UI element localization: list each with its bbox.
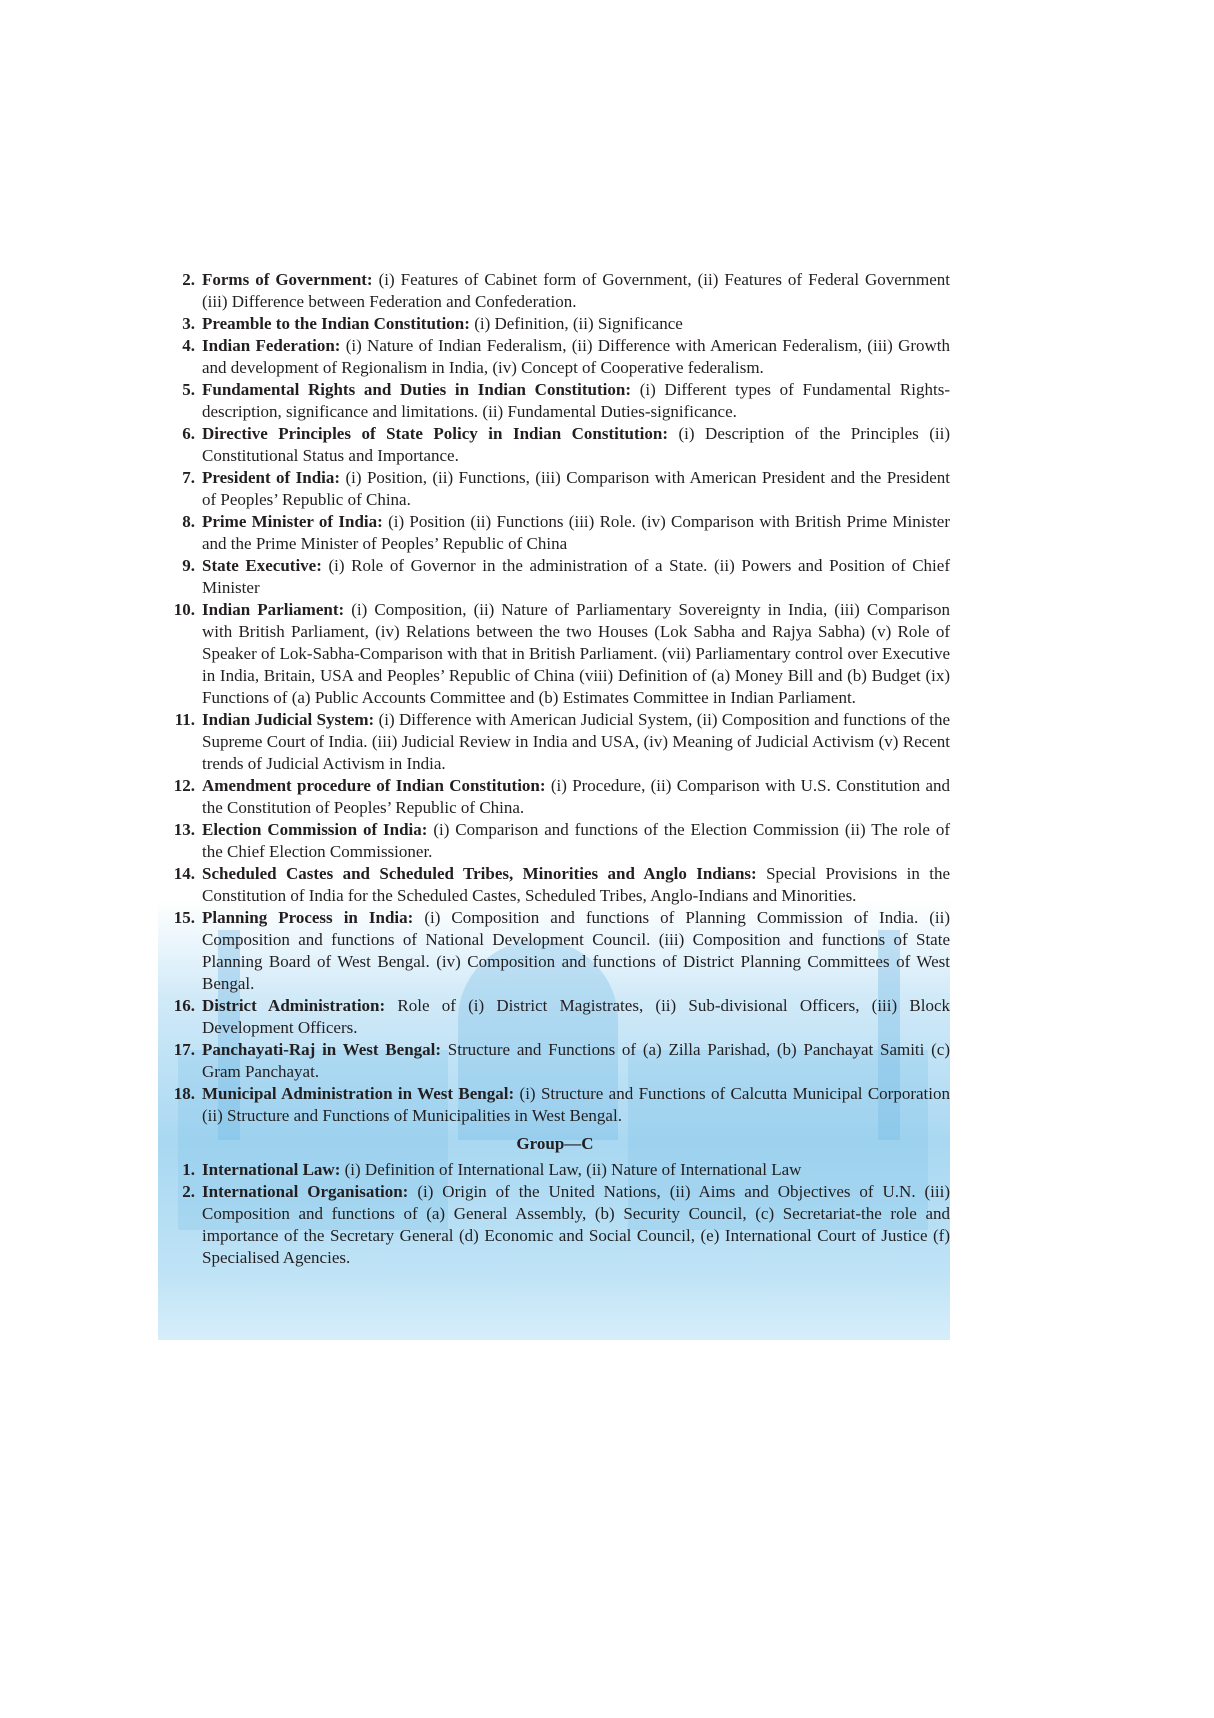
syllabus-item [160,379,950,423]
item-description: (i) Structure and Functions of Calcutta Municipal Corporation (ii) Structure and Functions of Municipalities in West Bengal. [202,1084,950,1125]
syllabus-item [160,555,950,599]
item-description: (i) Procedure, (ii) Comparison with U.S. Constitution and the Constitution of Peoples’ Republic of China. [202,776,951,817]
syllabus-item [160,819,950,863]
item-title: State Executive: [202,556,322,575]
item-number: 18. [173,1084,195,1103]
item-description: (i) Features of Cabinet form of Government, (ii) Features of Federal Government (iii) Difference between Federation and Confederation. [202,270,951,311]
item-description: (i) Origin of the United Nations, (ii) Aims and Objectives of U.N. (iii) Composition and functions of (a) General Assembly, (b) Security Council, (c) Secretariat-the role and importance of the Secretary General (d) Economic and Social Council, (e) International Court of Justice (f) Specialised Agencies. [202,1182,951,1267]
item-number: 6. [182,424,195,443]
item-text [202,555,950,599]
syllabus-item [160,1039,950,1083]
item-number: 1. [182,1160,195,1179]
item-title: Directive Principles of State Policy in Indian Constitution: [202,424,668,443]
item-description: (i) Comparison and functions of the Election Commission (ii) The role of the Chief Election Commissioner. [202,820,950,861]
item-text [202,1181,950,1269]
item-text [202,907,950,995]
item-number: 12. [173,776,195,795]
syllabus-item [160,863,950,907]
item-title: President of India: [202,468,341,487]
item-title: Planning Process in India: [202,908,414,927]
item-title: International Law: [202,1160,341,1179]
item-description: (i) Role of Governor in the administration of a State. (ii) Powers and Position of Chief Minister [202,556,950,597]
item-description: Structure and Functions of (a) Zilla Parishad, (b) Panchayat Samiti (c) Gram Panchayat. [202,1040,950,1081]
item-number: 2. [182,1182,195,1201]
item-number: 16. [173,996,195,1015]
item-description: (i) Difference with American Judicial System, (ii) Composition and functions of the Supreme Court of India. (iii) Judicial Review in India and USA, (iv) Meaning of Judicial Activism (v) Recent trends of Judicial Activism in India. [202,710,950,773]
item-description: (i) Definition, (ii) Significance [474,314,683,333]
item-title: International Organisation: [202,1182,409,1201]
syllabus-item [160,1181,950,1269]
item-title: Panchayati-Raj in West Bengal: [202,1040,442,1059]
item-description: (i) Different types of Fundamental Rights-description, significance and limitations. (ii) Fundamental Duties-significance. [202,380,950,421]
item-title: Municipal Administration in West Bengal: [202,1084,515,1103]
item-text [202,467,950,511]
item-number: 9. [182,556,195,575]
item-title: Indian Parliament: [202,600,345,619]
syllabus-item [160,599,950,709]
item-number: 2. [182,270,195,289]
item-text [202,599,950,709]
item-title: Indian Judicial System: [202,710,375,729]
item-text [202,511,950,555]
item-text [202,1083,950,1127]
item-number: 7. [182,468,195,487]
group-b-list [160,269,950,1127]
item-text [202,709,950,775]
item-text [202,995,950,1039]
item-title: Forms of Government: [202,270,373,289]
item-number: 3. [182,314,195,333]
item-title: Scheduled Castes and Scheduled Tribes, Minorities and Anglo Indians: [202,864,757,883]
item-number: 10. [173,600,195,619]
item-title: Preamble to the Indian Constitution: [202,314,470,333]
item-description: (i) Definition of International Law, (ii) Nature of International Law [344,1160,802,1179]
item-description: (i) Composition, (ii) Nature of Parliamentary Sovereignty in India, (iii) Comparison with British Parliament, (iv) Relations between the two Houses (Lok Sabha and Rajya Sabha) (v) Role of Speaker of Lok-Sabha-Comparison with that in British Parliament. (vii) Parliamentary control over Executive in India, Britain, USA and Peoples’ Republic of China (viii) Definition of (a) Money Bill and (b) Budget (ix) Functions of (a) Public Accounts Committee and (b) Estimates Committee in Indian Parliament. [202,600,950,707]
item-text [202,1159,950,1181]
syllabus-item [160,1083,950,1127]
syllabus-item [160,907,950,995]
item-number: 17. [173,1040,195,1059]
item-title: Election Commission of India: [202,820,428,839]
item-text [202,775,950,819]
item-description: (i) Nature of Indian Federalism, (ii) Difference with American Federalism, (iii) Growth and development of Regionalism in India, (iv) Concept of Cooperative federalism. [202,336,951,377]
item-text [202,335,950,379]
item-number: 8. [182,512,195,531]
item-title: Indian Federation: [202,336,341,355]
item-text [202,863,950,907]
syllabus-item [160,995,950,1039]
syllabus-item [160,709,950,775]
syllabus-item [160,467,950,511]
item-description: Special Provisions in the Constitution of India for the Scheduled Castes, Scheduled Tribes, Anglo-Indians and Minorities. [202,864,950,905]
item-title: Fundamental Rights and Duties in Indian Constitution: [202,380,632,399]
item-text [202,379,950,423]
item-number: 4. [182,336,195,355]
item-number: 15. [173,908,195,927]
syllabus-item [160,423,950,467]
item-title: Amendment procedure of Indian Constitution: [202,776,546,795]
item-text [202,423,950,467]
item-number: 14. [173,864,195,883]
item-text [202,313,950,335]
syllabus-item [160,335,950,379]
item-description: (i) Position, (ii) Functions, (iii) Comparison with American President and the President of Peoples’ Republic of China. [202,468,951,509]
item-text [202,819,950,863]
item-description: (i) Description of the Principles (ii) Constitutional Status and Importance. [202,424,951,465]
item-description: Role of (i) District Magistrates, (ii) Sub-divisional Officers, (iii) Block Development Officers. [202,996,951,1037]
syllabus-content [160,269,950,1269]
item-title: District Administration: [202,996,386,1015]
item-number: 5. [182,380,195,399]
item-description: (i) Composition and functions of Planning Commission of India. (ii) Composition and functions of National Development Council. (iii) Composition and functions of State Planning Board of West Bengal. (iv) Composition and functions of District Planning Committees of West Bengal. [202,908,951,993]
syllabus-item [160,511,950,555]
syllabus-item [160,775,950,819]
group-c-list [160,1159,950,1269]
item-text [202,269,950,313]
item-text [202,1039,950,1083]
syllabus-item [160,269,950,313]
item-number: 11. [174,710,195,729]
group-c-heading: Group—C [516,1134,594,1153]
item-description: (i) Position (ii) Functions (iii) Role. (iv) Comparison with British Prime Minister and the Prime Minister of Peoples’ Republic of China [202,512,950,553]
syllabus-item [160,313,950,335]
item-title: Prime Minister of India: [202,512,383,531]
item-number: 13. [173,820,195,839]
syllabus-item [160,1159,950,1181]
